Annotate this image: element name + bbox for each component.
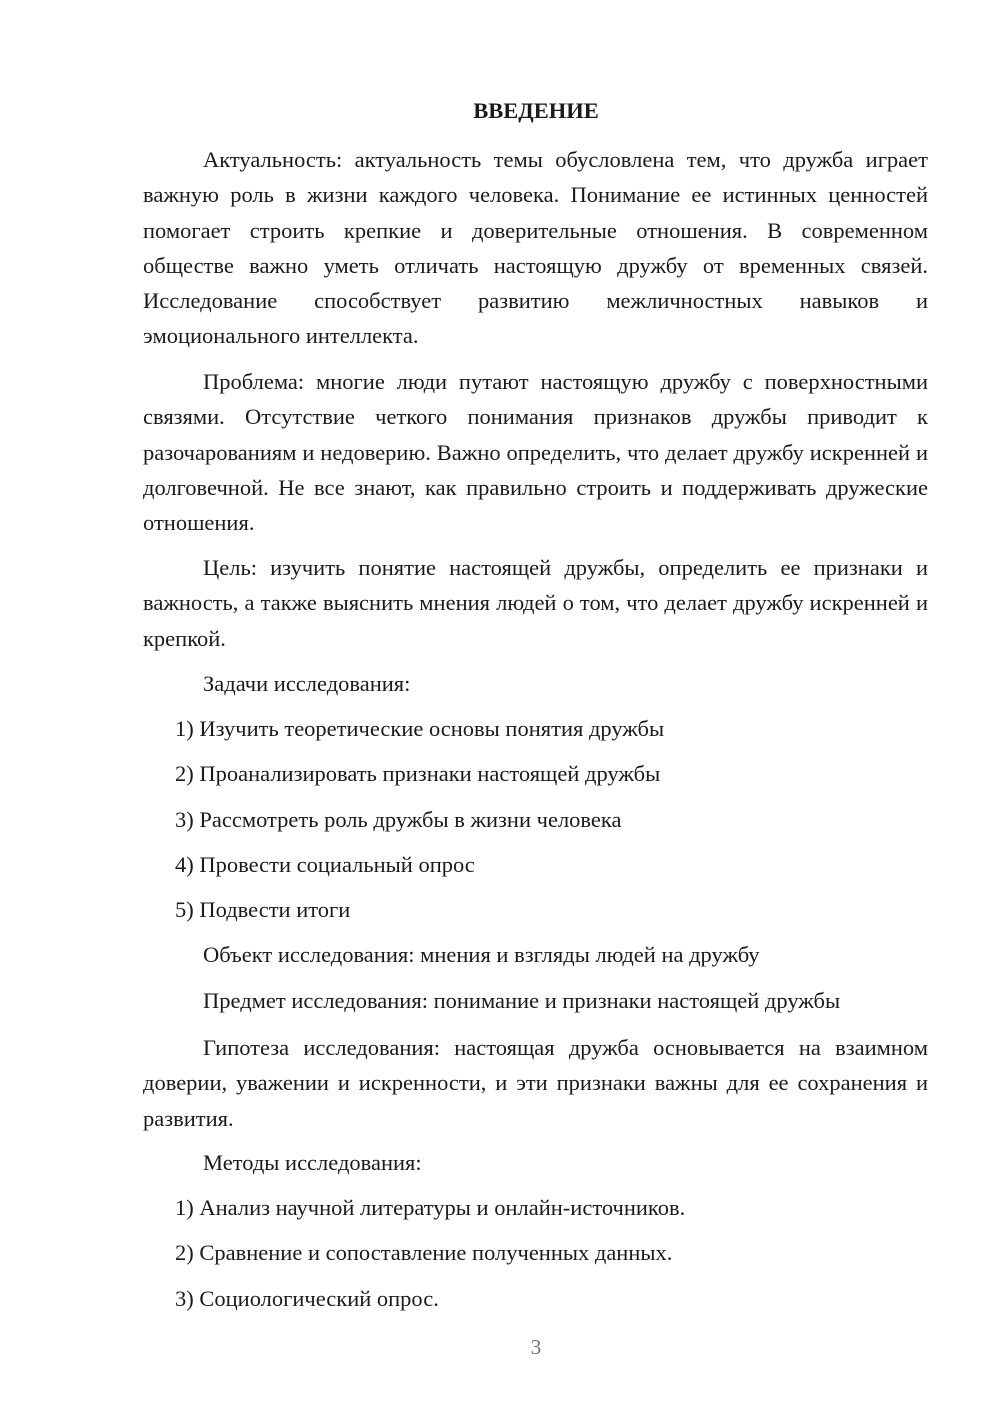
page-number: 3 bbox=[530, 1335, 542, 1359]
relevance-paragraph: Актуальность: актуальность темы обусловлена тем, что дружба играет важную роль в жизни каждого человека. Понимание ее истинных ценностей помогает строить крепкие и доверительные отношения. В современном обществе важно уметь отличать настоящую дружбу от временных связей. Исследование способствует развитию межличностных навыков и эмоционального интеллекта. bbox=[143, 147, 928, 349]
task-item: 3) Рассмотреть роль дружбы в жизни человека bbox=[175, 807, 622, 832]
problem-paragraph: Проблема: многие люди путают настоящую дружбу с поверхностными связями. Отсутствие четкого понимания признаков дружбы приводит к разочарованиям и недоверию. Важно определить, что делает дружбу искренней и долговечной. Не все знают, как правильно строить и поддерживать дружеские отношения. bbox=[143, 369, 928, 536]
tasks-heading: Задачи исследования: bbox=[203, 671, 411, 696]
task-item: 1) Изучить теоретические основы понятия дружбы bbox=[175, 716, 665, 741]
task-item: 2) Проанализировать признаки настоящей дружбы bbox=[175, 761, 661, 786]
hypothesis-paragraph: Гипотеза исследования: настоящая дружба основывается на взаимном доверии, уважении и искренности, и эти признаки важны для ее сохранения и развития. bbox=[143, 1035, 928, 1131]
goal-paragraph: Цель: изучить понятие настоящей дружбы, определить ее признаки и важность, а также выяснить мнения людей о том, что делает дружбу искренней и крепкой. bbox=[143, 555, 928, 651]
task-item: 5) Подвести итоги bbox=[175, 897, 351, 922]
research-object: Объект исследования: мнения и взгляды людей на дружбу bbox=[203, 942, 760, 967]
method-item: 2) Сравнение и сопоставление полученных данных. bbox=[175, 1240, 673, 1265]
methods-heading: Методы исследования: bbox=[203, 1150, 422, 1175]
research-subject: Предмет исследования: понимание и признаки настоящей дружбы bbox=[203, 988, 841, 1013]
section-title: ВВЕДЕНИЕ bbox=[473, 98, 599, 123]
task-item: 4) Провести социальный опрос bbox=[175, 852, 475, 877]
method-item: 3) Социологический опрос. bbox=[175, 1286, 439, 1311]
method-item: 1) Анализ научной литературы и онлайн-источников. bbox=[175, 1195, 686, 1220]
